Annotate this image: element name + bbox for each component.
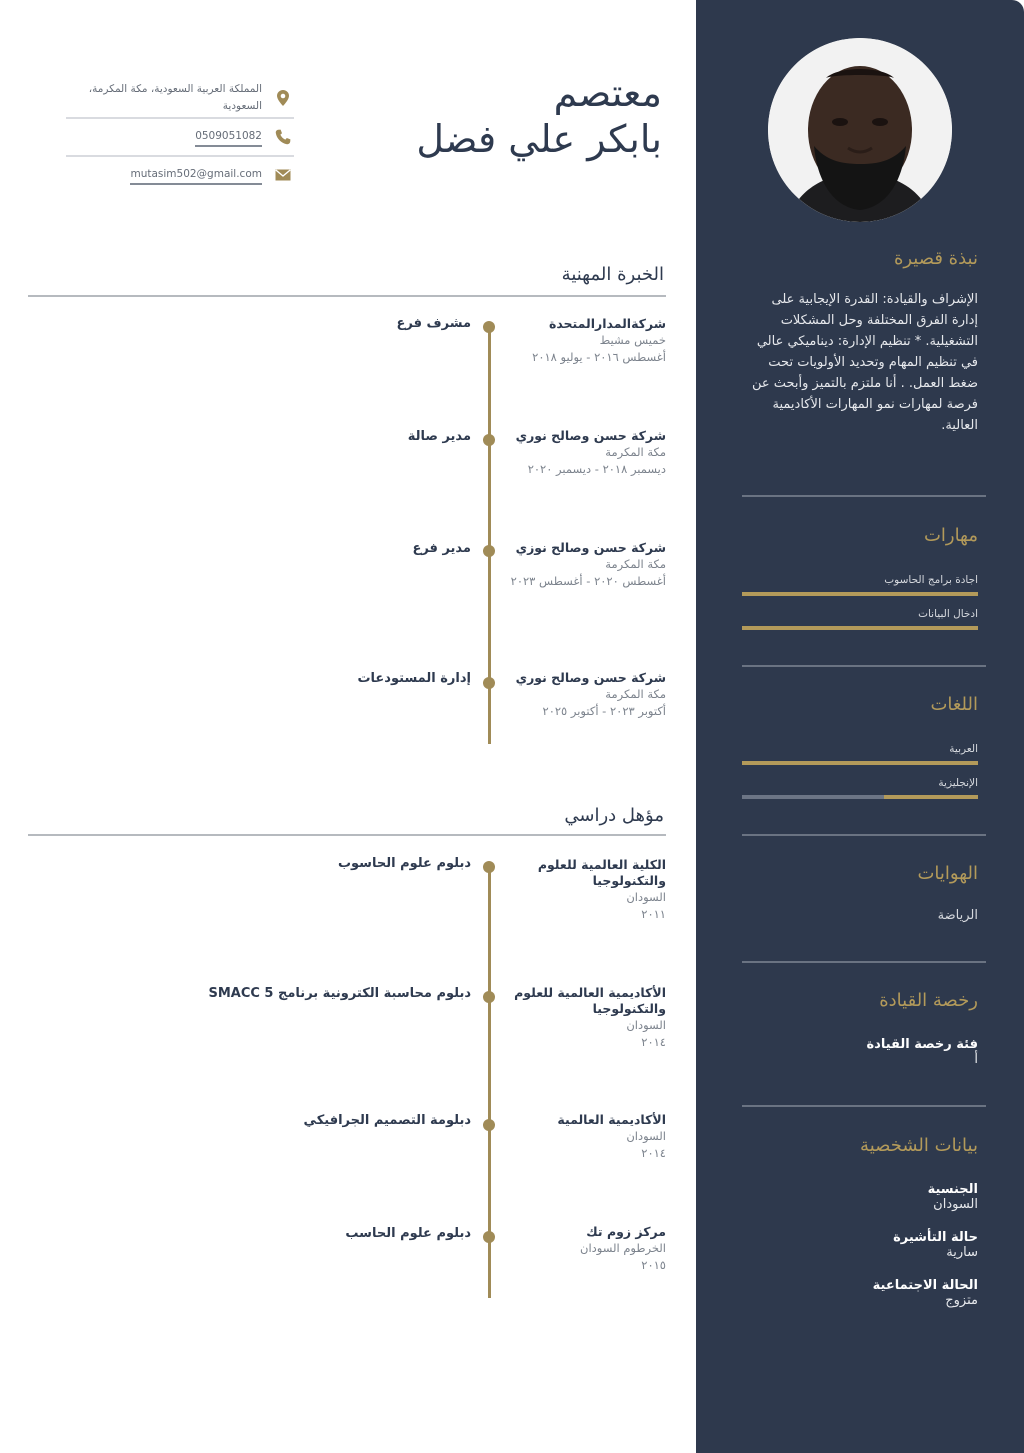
education-rule [28, 834, 666, 836]
phone-link[interactable]: 0509051082 [195, 128, 262, 147]
sidebar [696, 0, 1024, 1453]
language-bar-fill [884, 795, 978, 799]
license-title: رخصة القيادة [879, 990, 978, 1011]
education-location: السودان [626, 890, 666, 904]
personal-section [742, 1135, 978, 1308]
experience-company: شركة حسن وصالح نوري [515, 428, 666, 443]
experience-details [501, 428, 666, 478]
experience-location: خميس مشيط [599, 333, 666, 347]
hobbies-section [742, 863, 978, 923]
skill-item [742, 608, 978, 630]
skill-bar-fill [742, 626, 978, 630]
education-degree: دبلوم محاسبة الكترونية برنامج SMACC 5 [208, 986, 471, 1001]
personal-key: الحالة الاجتماعية [872, 1278, 978, 1293]
language-item [742, 743, 978, 765]
education-institution: مركز زوم تك [586, 1224, 666, 1239]
sidebar-divider [742, 495, 986, 497]
experience-position: مشرف فرع [396, 316, 471, 331]
contact-address [66, 80, 294, 116]
experience-title: الخبرة المهنية [561, 264, 664, 285]
first-name: معتصم [553, 71, 662, 115]
sidebar-divider [742, 1105, 986, 1107]
timeline-dot [483, 1119, 495, 1131]
timeline-dot [483, 1231, 495, 1243]
email-link[interactable]: mutasim502@gmail.com [130, 166, 262, 185]
last-name: بابكر علي فضل [416, 117, 662, 161]
about-section [742, 248, 978, 436]
profile-photo [768, 38, 952, 222]
education-details [501, 1224, 666, 1274]
experience-dates: أغسطس ٢٠١٦ - يوليو ٢٠١٨ [532, 350, 666, 364]
language-label: الإنجليزية [938, 777, 978, 789]
education-title: مؤهل دراسي [564, 805, 664, 826]
personal-item [742, 1278, 978, 1308]
location-pin-icon [272, 90, 294, 106]
sidebar-divider [742, 834, 986, 836]
education-details [501, 1112, 666, 1162]
experience-details [501, 670, 666, 720]
candidate-name [332, 70, 662, 162]
experience-company: شركة حسن وصالح نوري [515, 670, 666, 685]
personal-value: متزوج [945, 1293, 978, 1308]
education-location: السودان [626, 1018, 666, 1032]
timeline-dot [483, 321, 495, 333]
timeline-dot [483, 991, 495, 1003]
language-bar [742, 795, 978, 799]
personal-item [742, 1182, 978, 1212]
education-details [501, 857, 666, 923]
experience-dates: أغسطس ٢٠٢٠ - أغسطس ٢٠٢٣ [510, 574, 666, 588]
education-institution: الكلية العالمية للعلوم والتكنولوجيا [537, 857, 666, 888]
license-section [742, 990, 978, 1067]
skills-section [742, 525, 978, 630]
language-label: العربية [949, 743, 978, 755]
profile-photo-image [768, 38, 952, 222]
contact-email [66, 157, 294, 193]
skill-bar [742, 626, 978, 630]
timeline-dot [483, 545, 495, 557]
timeline-dot [483, 434, 495, 446]
about-text: الإشراف والقيادة: القدرة الإيجابية على إدارة الفرق المختلفة وحل المشكلات التشغيلية. * تنظيم الإدارة: ديناميكي عالي في تنظيم المهام وتحديد الأولويات تحت ضغط العمل. . أنا ملتزم بالتميز وأبحث عن فرصة لمهارات نمو المهارات الأكاديمية العالية. [751, 292, 978, 433]
experience-position: إدارة المستودعات [357, 671, 471, 686]
education-location: الخرطوم السودان [580, 1241, 666, 1255]
personal-title: بيانات الشخصية [860, 1135, 978, 1156]
education-year: ٢٠١١ [641, 907, 666, 921]
address-text: المملكة العربية السعودية، مكة المكرمة، السعودية [88, 83, 262, 112]
education-year: ٢٠١٤ [641, 1035, 666, 1049]
timeline-dot [483, 861, 495, 873]
education-institution: الأكاديمية العالمية للعلوم والتكنولوجيا [514, 985, 666, 1016]
sidebar-divider [742, 665, 986, 667]
education-degree: دبلوم علوم الحاسب [345, 1226, 471, 1241]
personal-value: سارية [946, 1245, 978, 1260]
hobbies-title: الهوايات [917, 863, 978, 884]
skill-bar [742, 592, 978, 596]
education-location: السودان [626, 1129, 666, 1143]
sidebar-divider [742, 961, 986, 963]
education-degree: دبلومة التصميم الجرافيكي [303, 1113, 471, 1128]
skill-label: اجادة برامج الحاسوب [884, 574, 978, 586]
experience-dates: أكتوبر ٢٠٢٣ - أكتوبر ٢٠٢٥ [542, 704, 666, 718]
personal-key: الجنسية [927, 1182, 978, 1197]
experience-details [501, 540, 666, 590]
experience-dates: ديسمبر ٢٠١٨ - ديسمبر ٢٠٢٠ [527, 462, 666, 476]
envelope-icon [272, 169, 294, 181]
education-institution: الأكاديمية العالمية [557, 1112, 666, 1127]
education-year: ٢٠١٥ [641, 1258, 666, 1272]
education-degree: دبلوم علوم الحاسوب [337, 856, 471, 871]
experience-details [501, 316, 666, 366]
experience-location: مكة المكرمة [605, 445, 666, 459]
license-key: فئة رخصة القيادة [866, 1037, 978, 1052]
personal-value: السودان [933, 1197, 978, 1212]
language-bar [742, 761, 978, 765]
personal-key: حالة التأشيرة [893, 1230, 978, 1245]
about-title: نبذة قصيرة [893, 248, 978, 269]
license-value: أ [974, 1052, 978, 1067]
phone-icon [272, 129, 294, 145]
experience-company: شركة حسن وصالح نوزي [515, 540, 666, 555]
experience-location: مكة المكرمة [605, 557, 666, 571]
language-item [742, 777, 978, 799]
languages-section [742, 694, 978, 799]
skill-item [742, 574, 978, 596]
skill-label: ادخال البيانات [918, 608, 978, 620]
skills-title: مهارات [923, 525, 978, 546]
contact-phone [66, 119, 294, 155]
experience-company: شركةالمدارالمتحدة [548, 316, 666, 331]
education-year: ٢٠١٤ [641, 1146, 666, 1160]
hobby-value: الرياضة [937, 908, 978, 923]
experience-position: مدير فرع [412, 541, 471, 556]
timeline-dot [483, 677, 495, 689]
education-details [501, 985, 666, 1051]
experience-location: مكة المكرمة [605, 687, 666, 701]
language-bar-fill [742, 761, 978, 765]
languages-title: اللغات [930, 694, 978, 715]
personal-item [742, 1230, 978, 1260]
experience-rule [28, 295, 666, 297]
experience-position: مدير صالة [407, 429, 471, 444]
skill-bar-fill [742, 592, 978, 596]
